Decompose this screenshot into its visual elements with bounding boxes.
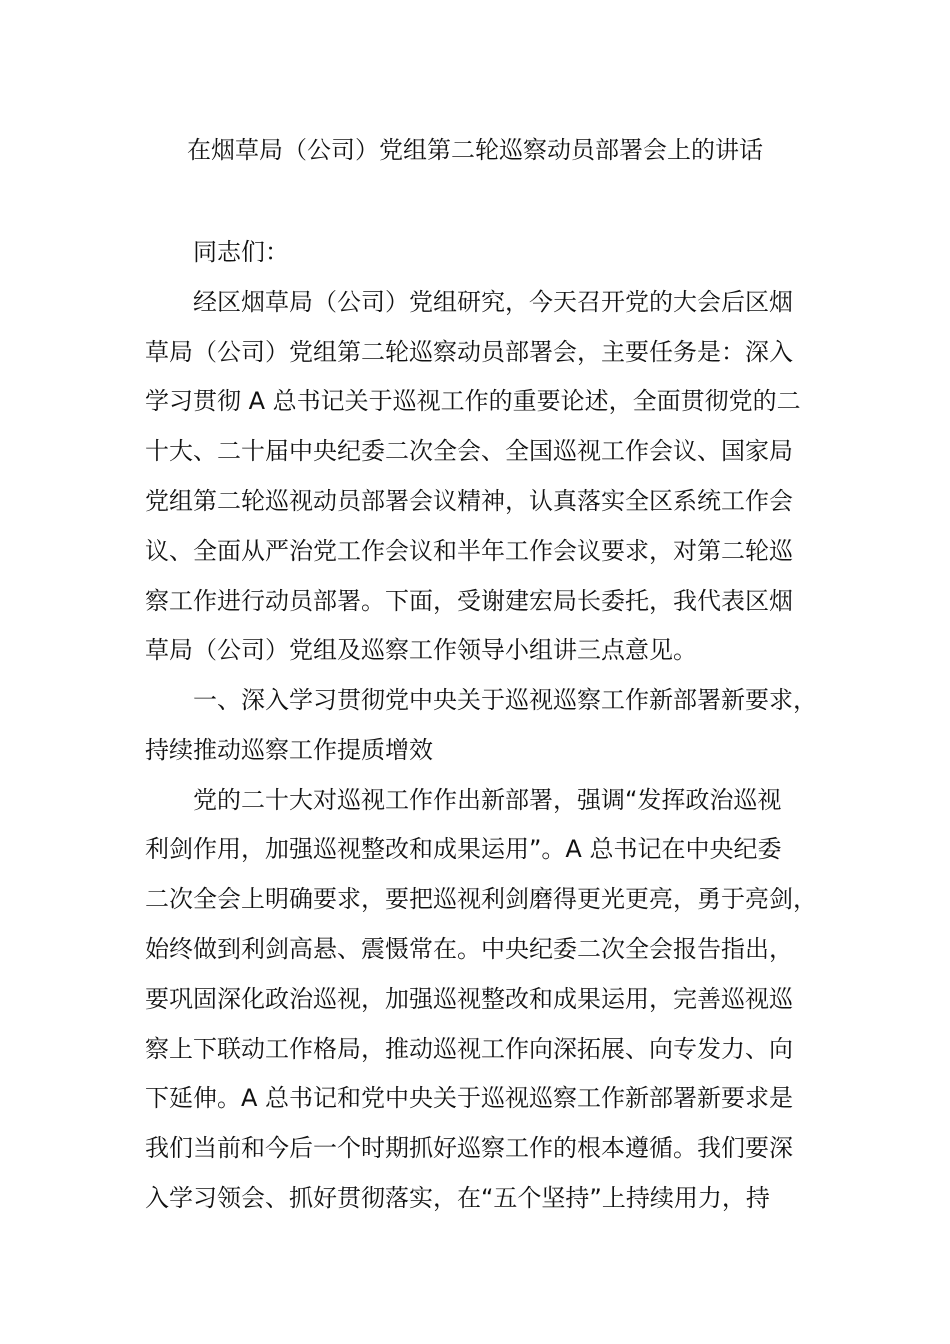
section-heading-line: 持续推动巡察工作提质增效 bbox=[145, 736, 433, 764]
body-line: 察工作进行动员部署。下面，受谢建宏局长委托，我代表区烟 bbox=[145, 587, 793, 615]
body-line: 党的二十大对巡视工作作出新部署，强调“发挥政治巡视 bbox=[193, 786, 782, 814]
body-line: 经区烟草局（公司）党组研究，今天召开党的大会后区烟 bbox=[193, 288, 793, 316]
body-line: 议、全面从严治党工作会议和半年工作会议要求，对第二轮巡 bbox=[145, 537, 793, 565]
salutation-line: 同志们： bbox=[193, 238, 289, 266]
body-line: 利剑作用，加强巡视整改和成果运用”。A 总书记在中央纪委 bbox=[145, 835, 782, 863]
section-heading-line: 一、深入学习贯彻党中央关于巡视巡察工作新部署新要求， bbox=[193, 686, 817, 714]
document-title: 在烟草局（公司）党组第二轮巡察动员部署会上的讲话 bbox=[187, 136, 763, 164]
body-line: 十大、二十届中央纪委二次全会、全国巡视工作会议、国家局 bbox=[145, 437, 793, 465]
body-line: 二次全会上明确要求，要把巡视利剑磨得更光更亮，勇于亮剑， bbox=[145, 885, 817, 913]
body-line: 察上下联动工作格局，推动巡视工作向深拓展、向专发力、向 bbox=[145, 1035, 793, 1063]
body-line: 草局（公司）党组及巡察工作领导小组讲三点意见。 bbox=[145, 636, 697, 664]
body-line: 学习贯彻 A 总书记关于巡视工作的重要论述，全面贯彻党的二 bbox=[145, 387, 801, 415]
body-line: 党组第二轮巡视动员部署会议精神，认真落实全区系统工作会 bbox=[145, 487, 793, 515]
body-line: 要巩固深化政治巡视，加强巡视整改和成果运用，完善巡视巡 bbox=[145, 985, 793, 1013]
body-line: 始终做到利剑高悬、震慑常在。中央纪委二次全会报告指出， bbox=[145, 935, 793, 963]
body-line: 草局（公司）党组第二轮巡察动员部署会，主要任务是：深入 bbox=[145, 338, 793, 366]
body-line: 入学习领会、抓好贯彻落实，在“五个坚持”上持续用力，持 bbox=[145, 1184, 770, 1212]
body-line: 下延伸。A 总书记和党中央关于巡视巡察工作新部署新要求是 bbox=[145, 1084, 794, 1112]
body-line: 我们当前和今后一个时期抓好巡察工作的根本遵循。我们要深 bbox=[145, 1134, 793, 1162]
